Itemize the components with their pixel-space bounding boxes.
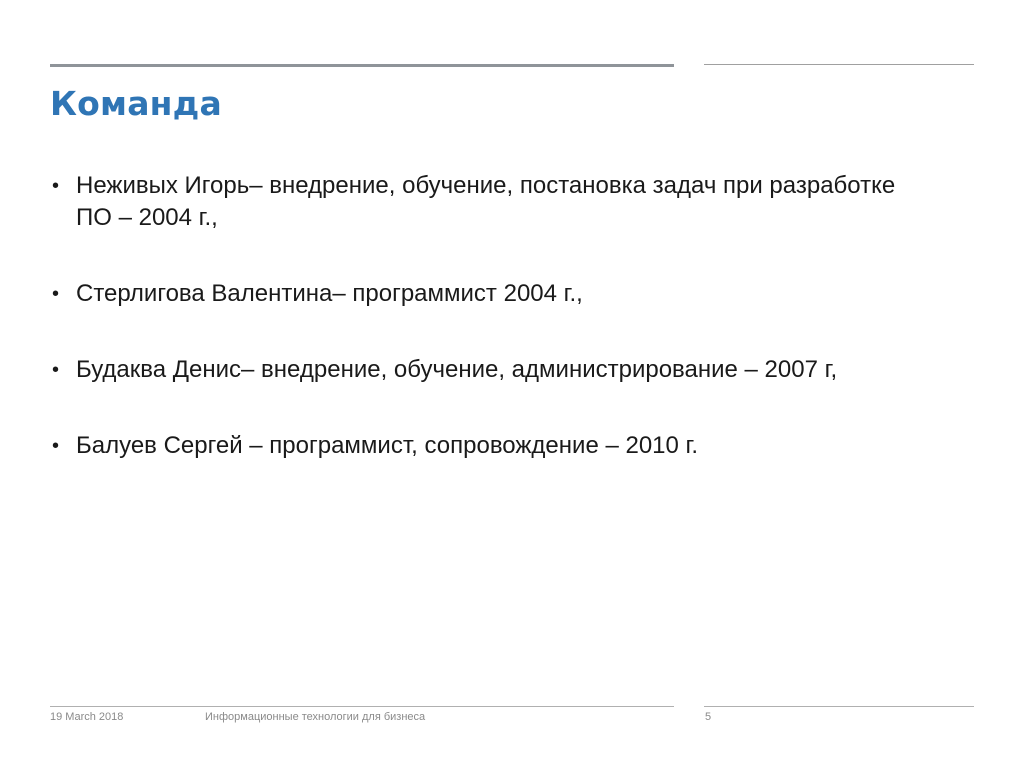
bottom-divider-right <box>704 706 974 707</box>
top-divider-right <box>704 64 974 65</box>
top-divider-left <box>50 64 674 67</box>
bullet-icon: • <box>52 175 60 197</box>
bullet-icon: • <box>52 435 60 457</box>
bullet-list <box>50 170 930 462</box>
bullet-icon: • <box>52 283 60 305</box>
footer-date: 19 March 2018 <box>50 711 124 723</box>
bullet-text: Балуев Сергей – программист, сопровождение – 2010 г. <box>76 432 699 459</box>
slide-title: Команда <box>50 84 223 123</box>
bullet-item-4 <box>50 430 930 462</box>
bullet-text: Стерлигова Валентина– программист 2004 г., <box>76 280 583 307</box>
bullet-item-1 <box>50 170 930 234</box>
footer-page-number: 5 <box>705 711 712 723</box>
bottom-divider-left <box>50 706 674 707</box>
bullet-item-2 <box>50 278 930 310</box>
bullet-icon: • <box>52 359 60 381</box>
footer-subject: Информационные технологии для бизнеса <box>205 711 426 723</box>
bullet-text: Будаква Денис– внедрение, обучение, администрирование – 2007 г, <box>76 356 838 383</box>
bullet-text: Неживых Игорь– внедрение, обучение, постановка задач при разработке ПО – 2004 г., <box>76 172 896 231</box>
bullet-item-3 <box>50 354 930 386</box>
